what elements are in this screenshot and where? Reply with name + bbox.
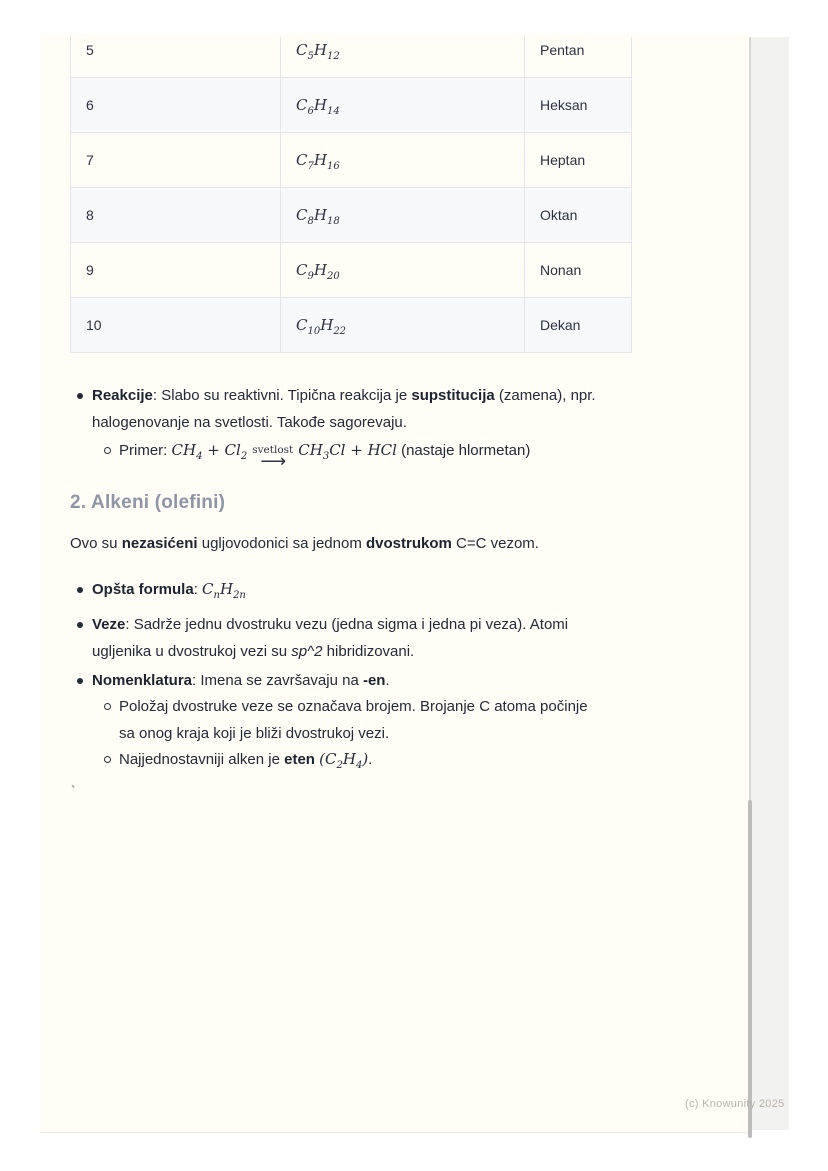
- bullet-dot-icon: [77, 393, 83, 399]
- alkane-name-cell: Pentan: [525, 37, 632, 78]
- carbon-count-cell: 7: [71, 133, 281, 188]
- eten-text-3: .: [368, 751, 373, 768]
- polozaj-line-1: Položaj dvostruke veze se označava brojem. Brojanje C atoma počinje: [119, 698, 588, 715]
- dvostrukom-label: dvostrukom: [366, 535, 452, 552]
- table-row: [71, 188, 632, 243]
- reakcije-text-1: : Slabo su reaktivni. Tipična reakcija je: [152, 387, 412, 404]
- nomenklatura-text-1: : Imena se završavaju na: [192, 672, 363, 689]
- primer-line: [119, 437, 530, 471]
- alkane-name-cell: Oktan: [525, 188, 632, 243]
- alkane-name-cell: Dekan: [525, 298, 632, 353]
- reaction-lhs: $CH_4 + Cl_2$: [171, 441, 248, 462]
- veze-text-1: : Sadrže jednu dvostruku vezu (jedna sigma i jedna pi veza). Atomi: [125, 616, 569, 633]
- alkane-table-container: [70, 37, 633, 353]
- opsta-formula-line: [92, 576, 246, 603]
- nomenklatura-label: Nomenklatura: [92, 672, 193, 689]
- document-page: [40, 33, 749, 1133]
- sp2-hybridization: sp^2: [291, 643, 323, 660]
- bullet-reakcije-text: [92, 382, 596, 436]
- alkeni-intro-paragraph: [70, 530, 539, 557]
- formula-cell: $C_8H_{18}$: [281, 188, 525, 243]
- right-arrow-icon: ⟶: [260, 451, 286, 472]
- table-row: [71, 298, 632, 353]
- formula-cell: $C_6H_{14}$: [281, 78, 525, 133]
- page-margin-strip: [751, 37, 789, 1130]
- reaction-arrow: [252, 444, 294, 472]
- stray-backtick: `: [71, 783, 76, 798]
- primer-prefix: Primer:: [119, 442, 172, 459]
- table-row: [71, 243, 632, 298]
- opsta-formula-label: Opšta formula: [92, 581, 194, 598]
- eten-text: [119, 746, 372, 773]
- polozaj-text: [119, 693, 588, 747]
- carbon-count-cell: 8: [71, 188, 281, 243]
- opsta-separator: :: [193, 581, 203, 598]
- sub-bullet-ring-icon: [104, 756, 111, 763]
- eten-text-1: Najjednostavniji alken je: [119, 751, 285, 768]
- scrollbar-thumb[interactable]: [748, 800, 752, 1138]
- formula-cell: $C_5H_{12}$: [281, 37, 525, 78]
- veze-text: [92, 611, 568, 665]
- arrow-condition-label: svetlost: [252, 444, 294, 456]
- carbon-count-cell: 5: [71, 37, 281, 78]
- bullet-dot-icon: [77, 622, 83, 628]
- eten-label: eten: [284, 751, 315, 768]
- reakcije-label: Reakcije: [92, 387, 153, 404]
- sub-bullet-primer: [104, 437, 530, 471]
- sub-bullet-ring-icon: [104, 447, 111, 454]
- supstitucija-label: supstitucija: [411, 387, 495, 404]
- bullet-opsta-formula: [77, 576, 246, 603]
- carbon-count-cell: 6: [71, 78, 281, 133]
- table-row: [71, 78, 632, 133]
- nezasiceni-label: nezasićeni: [121, 535, 198, 552]
- general-formula: $C_nH_{2n}$: [202, 580, 246, 601]
- intro-text-3: C=C vezom.: [451, 535, 539, 552]
- table-row: [71, 133, 632, 188]
- bullet-nomenklatura: [77, 667, 390, 694]
- reaction-rhs: $CH_3Cl$ + HCl: [298, 441, 397, 462]
- nomenklatura-text-2: .: [385, 672, 390, 689]
- bullet-dot-icon: [77, 678, 83, 684]
- sub-bullet-eten: [104, 746, 372, 773]
- formula-cell: $C_{10}H_{22}$: [281, 298, 525, 353]
- table-row: [71, 37, 632, 78]
- alkane-name-cell: Nonan: [525, 243, 632, 298]
- polozaj-line-2: sa onog kraja koji je bliži dvostrukoj vezi.: [119, 725, 390, 742]
- reakcije-text-3: halogenovanje na svetlosti. Takođe sagorevaju.: [92, 414, 407, 431]
- knowunity-watermark: (c) Knowunity 2025: [685, 1098, 785, 1110]
- intro-text-2: ugljovodonici sa jednom: [197, 535, 366, 552]
- veze-text-2: ugljenika u dvostrukoj vezi su: [92, 643, 292, 660]
- section-heading-alkeni: 2. Alkeni (olefini): [70, 492, 226, 513]
- alkane-name-cell: Heksan: [525, 78, 632, 133]
- veze-label: Veze: [92, 616, 126, 633]
- en-suffix-label: -en: [362, 672, 386, 689]
- reakcije-text-2: (zamena), npr.: [494, 387, 596, 404]
- intro-text-1: Ovo su: [70, 535, 122, 552]
- sub-bullet-ring-icon: [104, 703, 111, 710]
- bullet-dot-icon: [77, 587, 83, 593]
- bullet-reakcije: [77, 382, 596, 436]
- alkane-name-cell: Heptan: [525, 133, 632, 188]
- nomenklatura-text: [92, 667, 390, 694]
- veze-text-3: hibridizovani.: [322, 643, 415, 660]
- formula-cell: $C_9H_{20}$: [281, 243, 525, 298]
- alkane-table: [70, 37, 632, 353]
- eten-formula: $(C_2H_4)$: [319, 750, 369, 771]
- carbon-count-cell: 10: [71, 298, 281, 353]
- bullet-veze: [77, 611, 568, 665]
- primer-suffix: (nastaje hlormetan): [396, 442, 531, 459]
- sub-bullet-polozaj: [104, 693, 588, 747]
- carbon-count-cell: 9: [71, 243, 281, 298]
- formula-cell: $C_7H_{16}$: [281, 133, 525, 188]
